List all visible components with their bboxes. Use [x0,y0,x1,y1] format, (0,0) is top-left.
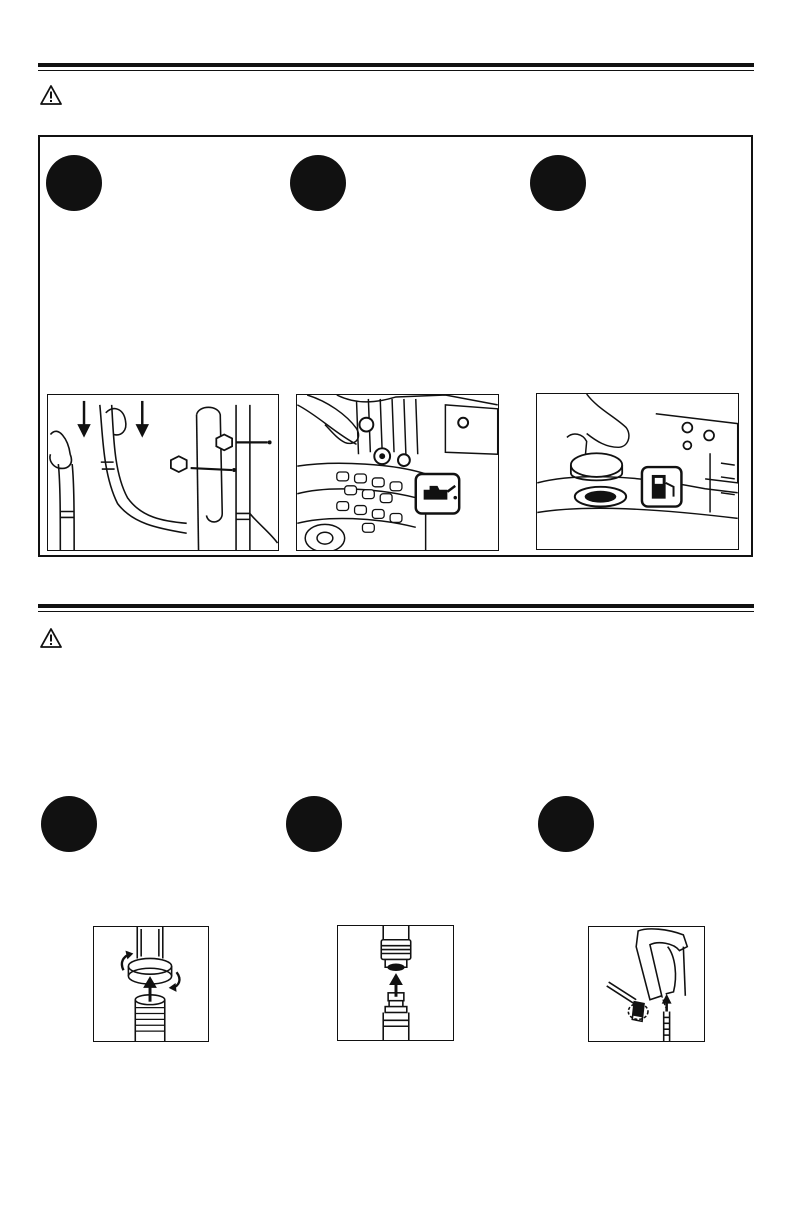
step-number-circle [41,796,97,852]
step-number-circle [46,155,102,211]
quick-connect-illustration [337,925,454,1041]
hose-connector-illustration [93,926,209,1042]
step-number-circle [538,796,594,852]
fuel-pump-icon [642,467,681,506]
section-rule-bottom [38,604,754,608]
section-rule-bottom-thin [38,611,754,612]
spray-gun-drawing [589,927,704,1041]
oil-fill-illustration [296,394,499,551]
fuel-fill-drawing [537,394,738,549]
handle-bolt-illustration [47,394,279,551]
oil-can-icon [416,474,459,513]
step-number-circle [530,155,586,211]
step-number-circle [290,155,346,211]
hose-connector-drawing [94,927,208,1041]
quick-connect-drawing [338,926,453,1040]
step-number-circle [286,796,342,852]
fuel-fill-illustration [536,393,739,550]
warning-triangle-icon [40,85,62,105]
spray-gun-illustration [588,926,705,1042]
handle-bolt-drawing [48,395,278,550]
oil-fill-drawing [297,395,498,550]
warning-triangle-icon [40,628,62,648]
section-rule-top [38,63,754,67]
section-rule-top-thin [38,70,754,71]
